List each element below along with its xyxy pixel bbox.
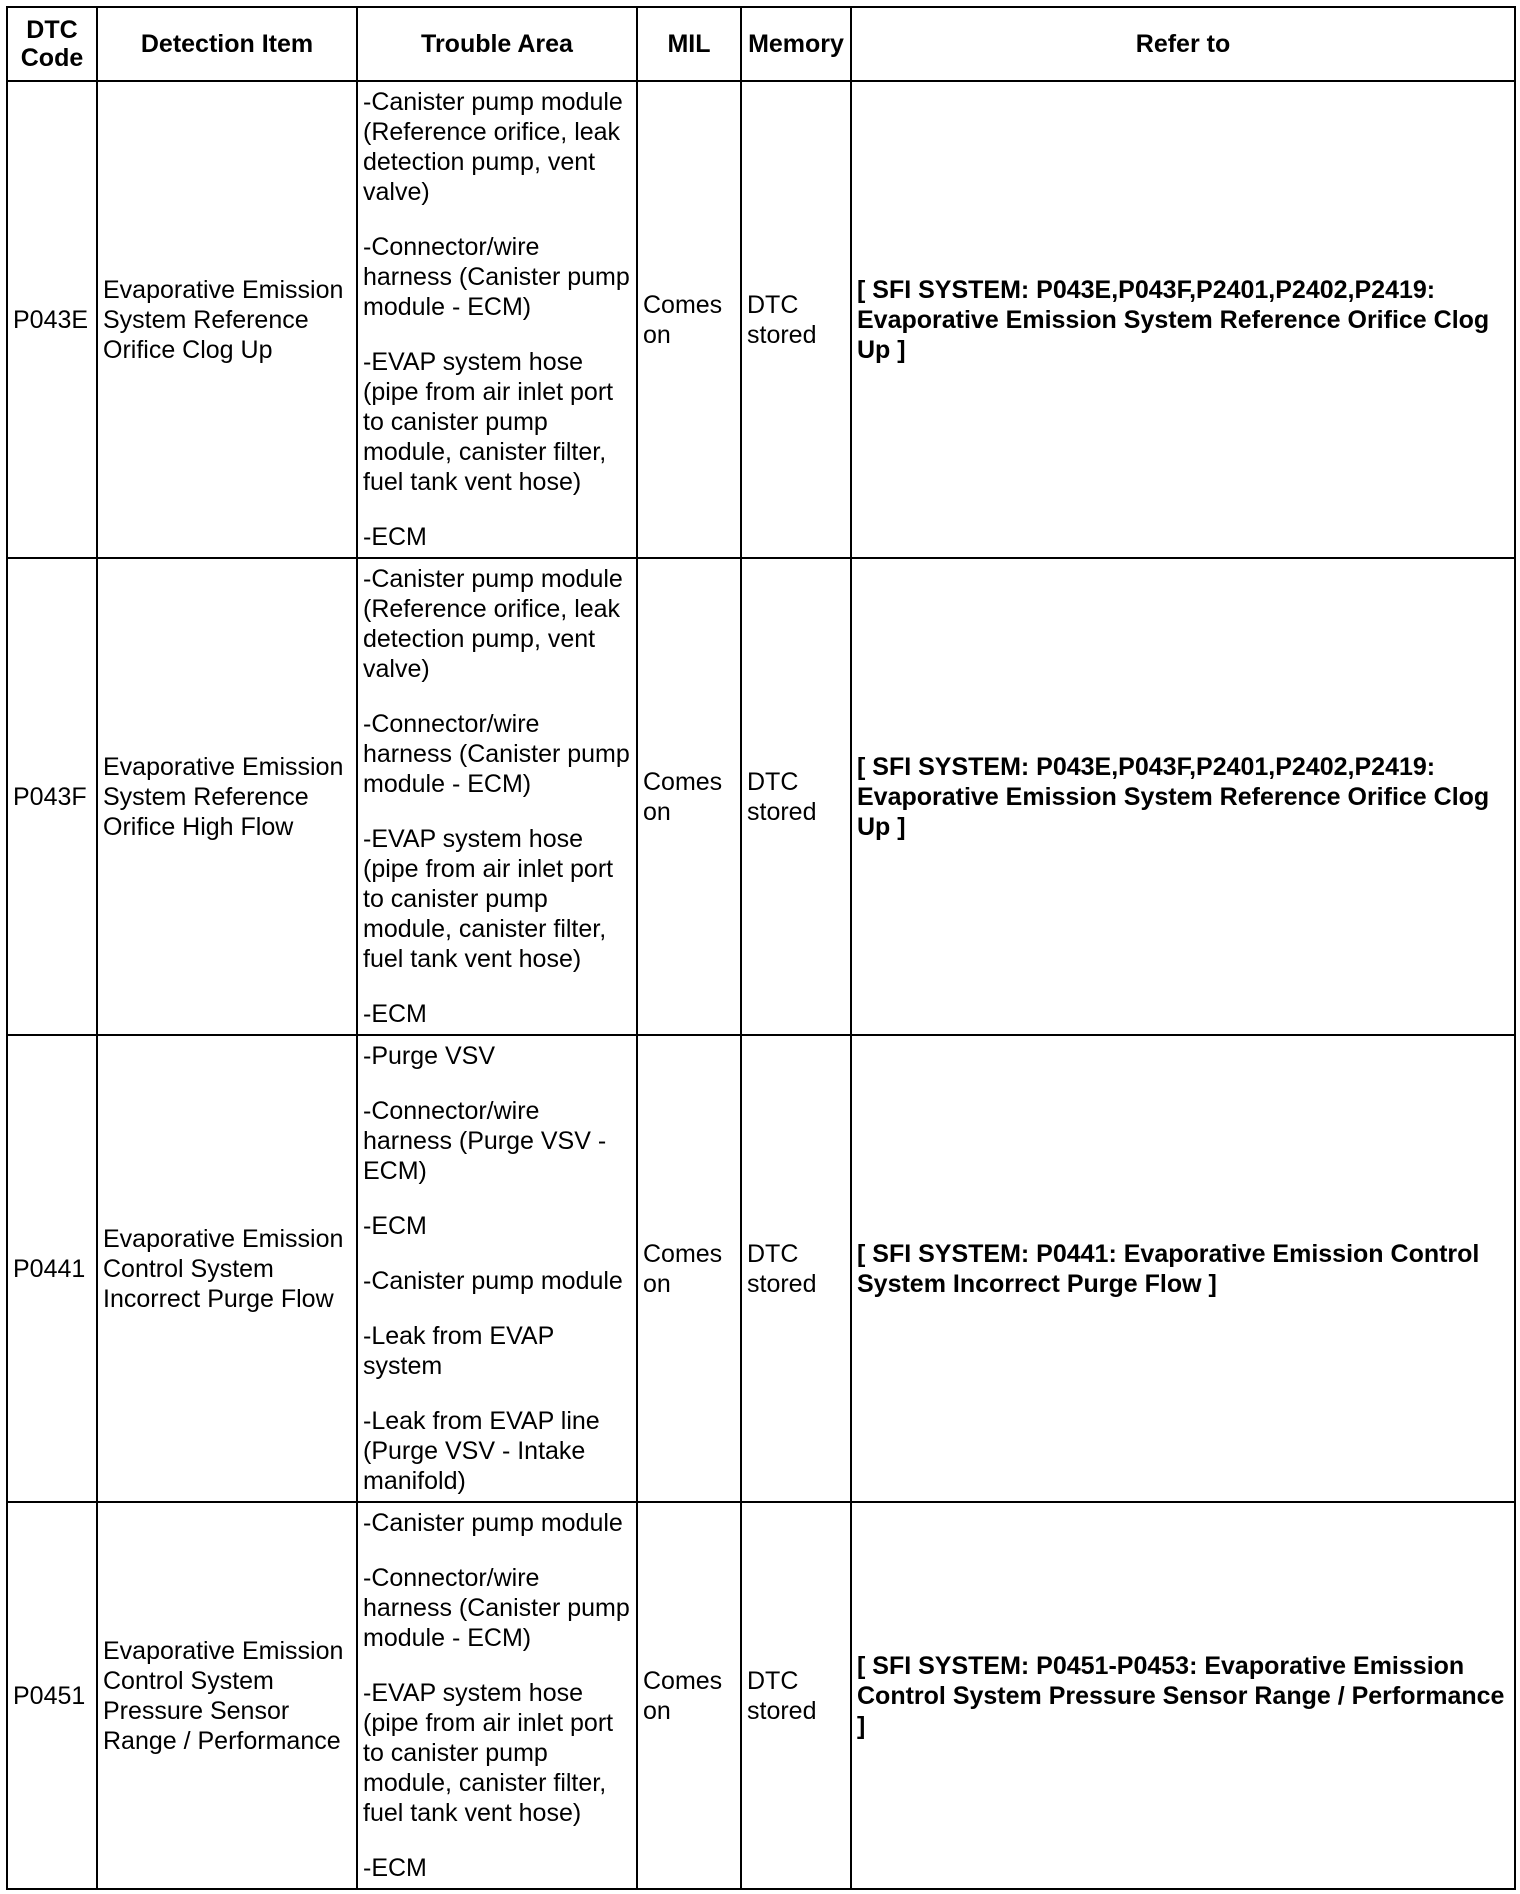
trouble-area-item: -Connector/wire harness (Canister pump module - ECM) — [363, 1564, 630, 1652]
detection-item-cell: Evaporative Emission System Reference Orifice Clog Up — [97, 81, 357, 558]
memory-cell: DTC stored — [741, 558, 851, 1035]
dtc-table — [6, 6, 1516, 1890]
header-dtc-code: DTC Code — [7, 7, 97, 81]
trouble-area-item: -EVAP system hose (pipe from air inlet port to canister pump module, canister filter, fuel tank vent hose) — [363, 1679, 614, 1827]
mil-cell: Comes on — [637, 558, 741, 1035]
dtc-code-cell: P043E — [7, 81, 97, 558]
trouble-area-item: -ECM — [363, 1212, 427, 1240]
trouble-area-item: -Purge VSV — [363, 1042, 496, 1070]
refer-to-link[interactable]: [ SFI SYSTEM: P0441: Evaporative Emission Control System Incorrect Purge Flow ] — [851, 1035, 1515, 1502]
trouble-area-item: -ECM — [363, 1854, 427, 1882]
trouble-area-item: -Connector/wire harness (Canister pump module - ECM) — [363, 233, 630, 321]
memory-cell: DTC stored — [741, 81, 851, 558]
document-page — [6, 6, 1516, 1890]
trouble-area-item: -Canister pump module — [363, 1509, 623, 1537]
trouble-area-cell — [357, 81, 637, 558]
header-refer-to: Refer to — [851, 7, 1515, 81]
trouble-area-cell — [357, 1035, 637, 1502]
refer-to-link[interactable]: [ SFI SYSTEM: P0451-P0453: Evaporative Emission Control System Pressure Sensor Range / Performance ] — [851, 1502, 1515, 1889]
detection-item-cell: Evaporative Emission System Reference Orifice High Flow — [97, 558, 357, 1035]
dtc-code-cell: P0441 — [7, 1035, 97, 1502]
mil-cell: Comes on — [637, 1035, 741, 1502]
memory-cell: DTC stored — [741, 1502, 851, 1889]
table-row — [7, 558, 1515, 1035]
mil-cell: Comes on — [637, 1502, 741, 1889]
mil-cell: Comes on — [637, 81, 741, 558]
dtc-code-cell: P0451 — [7, 1502, 97, 1889]
trouble-area-item: -Canister pump module (Reference orifice, leak detection pump, vent valve) — [363, 565, 623, 683]
trouble-area-item: -Leak from EVAP line (Purge VSV - Intake manifold) — [363, 1407, 600, 1495]
table-row — [7, 1035, 1515, 1502]
trouble-area-item: -Connector/wire harness (Canister pump module - ECM) — [363, 710, 630, 798]
header-memory: Memory — [741, 7, 851, 81]
header-trouble-area: Trouble Area — [357, 7, 637, 81]
trouble-area-item: -Canister pump module — [363, 1267, 623, 1295]
table-header-row — [7, 7, 1515, 81]
trouble-area-item: -Connector/wire harness (Purge VSV - ECM) — [363, 1097, 607, 1185]
trouble-area-item: -EVAP system hose (pipe from air inlet port to canister pump module, canister filter, fuel tank vent hose) — [363, 825, 614, 973]
trouble-area-item: -EVAP system hose (pipe from air inlet port to canister pump module, canister filter, fuel tank vent hose) — [363, 348, 614, 496]
trouble-area-item: -ECM — [363, 1000, 427, 1028]
trouble-area-item: -Leak from EVAP system — [363, 1322, 554, 1380]
header-mil: MIL — [637, 7, 741, 81]
trouble-area-item: -ECM — [363, 523, 427, 551]
dtc-code-cell: P043F — [7, 558, 97, 1035]
table-row — [7, 1502, 1515, 1889]
detection-item-cell: Evaporative Emission Control System Incorrect Purge Flow — [97, 1035, 357, 1502]
header-detection-item: Detection Item — [97, 7, 357, 81]
trouble-area-item: -Canister pump module (Reference orifice, leak detection pump, vent valve) — [363, 88, 623, 206]
table-row — [7, 81, 1515, 558]
memory-cell: DTC stored — [741, 1035, 851, 1502]
refer-to-link[interactable]: [ SFI SYSTEM: P043E,P043F,P2401,P2402,P2419: Evaporative Emission System Reference Orifice Clog Up ] — [851, 558, 1515, 1035]
trouble-area-cell — [357, 1502, 637, 1889]
refer-to-link[interactable]: [ SFI SYSTEM: P043E,P043F,P2401,P2402,P2419: Evaporative Emission System Reference Orifice Clog Up ] — [851, 81, 1515, 558]
trouble-area-cell — [357, 558, 637, 1035]
detection-item-cell: Evaporative Emission Control System Pressure Sensor Range / Performance — [97, 1502, 357, 1889]
